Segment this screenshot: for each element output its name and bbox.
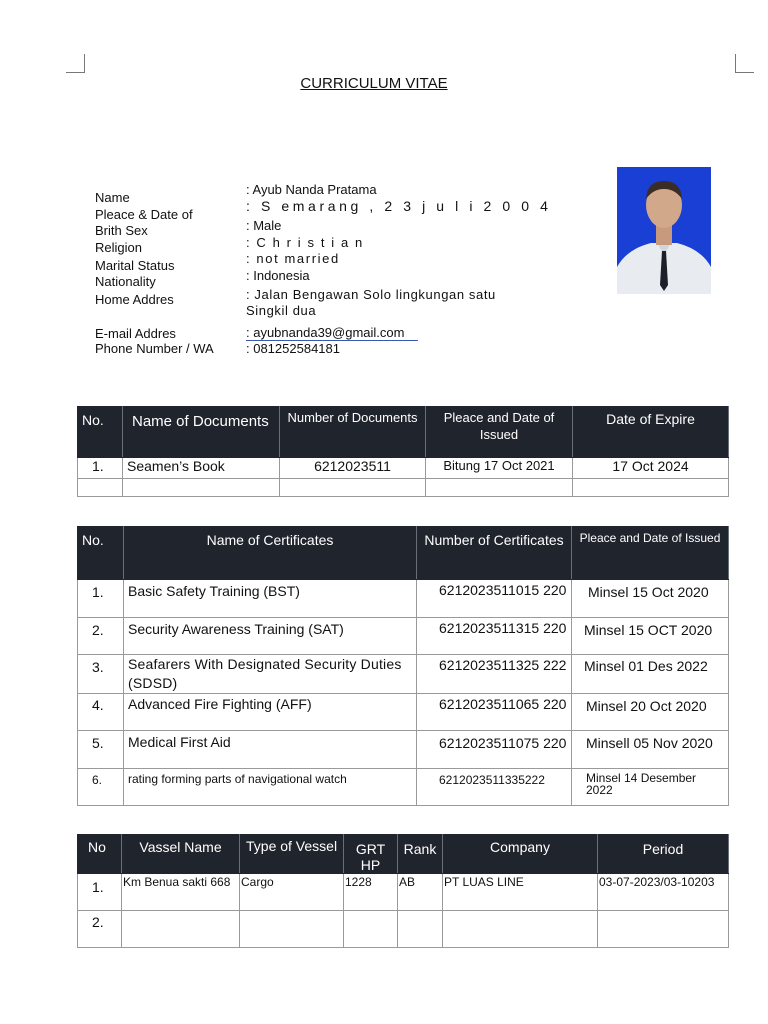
certificates-cell-number: 6212023511065 220 <box>417 694 572 731</box>
certificates-cell-no: 2. <box>78 618 124 655</box>
documents-cell-number <box>280 479 426 497</box>
documents-cell-name: Seamen’s Book <box>123 458 280 479</box>
documents-cell-expire: 17 Oct 2024 <box>573 458 729 479</box>
documents-cell-expire <box>573 479 729 497</box>
certificates-cell-no: 4. <box>78 694 124 731</box>
sex-value: : Male <box>246 218 282 233</box>
birth-label: Pleace & Date of <box>95 207 193 222</box>
certificates-cell-issued: Minsell 05 Nov 2020 <box>572 731 729 769</box>
sea-experience-header-grt-hp: GRT HP <box>344 835 398 874</box>
certificates-cell-issued: Minsel 14 Desember 2022 <box>572 769 729 806</box>
documents-cell-no <box>78 479 123 497</box>
certificates-cell-no: 5. <box>78 731 124 769</box>
certificates-cell-issued: Minsel 15 OCT 2020 <box>572 618 729 655</box>
religion-value: : C h r i s t i a n <box>246 235 364 250</box>
documents-header-number: Number of Documents <box>280 407 426 458</box>
page-corner-mark-top-right <box>735 54 754 73</box>
sea-experience-cell-vessel-type: Cargo <box>240 874 344 911</box>
certificates-row <box>78 694 729 731</box>
certificates-header-row <box>78 527 729 580</box>
sea-experience-cell-grt-hp: 1228 <box>344 874 398 911</box>
sea-experience-header-vessel-type: Type of Vessel <box>240 835 344 874</box>
documents-cell-number: 6212023511 <box>280 458 426 479</box>
address-value-line2: Singkil dua <box>246 303 317 318</box>
profile-photo <box>617 167 711 294</box>
certificates-row <box>78 655 729 694</box>
sea-experience-cell-vessel-name: Km Benua sakti 668 <box>122 874 240 911</box>
marital-status-value: : not married <box>246 251 340 266</box>
sex-label: Brith Sex <box>95 223 148 238</box>
sea-experience-header-rank: Rank <box>398 835 443 874</box>
sea-experience-table <box>77 834 729 948</box>
sea-experience-row <box>78 911 729 948</box>
certificates-header-issued: Pleace and Date of Issued <box>572 527 729 580</box>
sea-experience-header-vessel-name: Vassel Name <box>122 835 240 874</box>
certificates-table <box>77 526 729 806</box>
email-label: E-mail Addres <box>95 326 176 341</box>
certificates-row <box>78 580 729 618</box>
certificates-header-no: No. <box>78 527 124 580</box>
sea-experience-cell-company <box>443 911 598 948</box>
documents-cell-name <box>123 479 280 497</box>
certificates-header-name: Name of Certificates <box>124 527 417 580</box>
certificates-cell-number: 6212023511335222 <box>417 769 572 806</box>
sea-experience-header-no: No <box>78 835 122 874</box>
phone-label: Phone Number / WA <box>95 341 214 356</box>
marital-status-label: Marital Status <box>95 258 175 273</box>
documents-row <box>78 458 729 479</box>
certificates-cell-name: Seafarers With Designated Security Duties (SDSD) <box>124 655 417 694</box>
certificates-cell-issued: Minsel 01 Des 2022 <box>572 655 729 694</box>
documents-header-no: No. <box>78 407 123 458</box>
documents-row <box>78 479 729 497</box>
certificates-cell-number: 6212023511075 220 <box>417 731 572 769</box>
certificates-row <box>78 731 729 769</box>
certificates-row <box>78 618 729 655</box>
certificates-cell-issued: Minsel 20 Oct 2020 <box>572 694 729 731</box>
sea-experience-cell-period: 03-07-2023/03-10203 <box>598 874 729 911</box>
name-value: : Ayub Nanda Pratama <box>246 182 377 197</box>
documents-cell-issued: Bitung 17 Oct 2021 <box>426 458 573 479</box>
documents-table <box>77 406 729 497</box>
certificates-cell-issued: Minsel 15 Oct 2020 <box>572 580 729 618</box>
address-value-line1: : Jalan Bengawan Solo lingkungan satu <box>246 287 496 302</box>
certificates-cell-name: rating forming parts of navigational watch <box>124 769 417 806</box>
sea-experience-cell-vessel-name <box>122 911 240 948</box>
sea-experience-cell-rank: AB <box>398 874 443 911</box>
certificates-cell-no: 3. <box>78 655 124 694</box>
document-title: CURRICULUM VITAE <box>300 75 448 92</box>
certificates-cell-number: 6212023511325 222 <box>417 655 572 694</box>
sea-experience-row <box>78 874 729 911</box>
email-value[interactable] <box>246 325 418 341</box>
religion-label: Religion <box>95 240 142 255</box>
sea-experience-header-row <box>78 835 729 874</box>
phone-value: : 081252584181 <box>246 341 340 356</box>
documents-cell-no: 1. <box>78 458 123 479</box>
nationality-value: : Indonesia <box>246 268 310 283</box>
sea-experience-cell-period <box>598 911 729 948</box>
certificates-cell-name: Medical First Aid <box>124 731 417 769</box>
birth-value: : S emarang , 2 3 j u l i 2 0 0 4 <box>246 198 552 214</box>
certificates-row <box>78 769 729 806</box>
certificates-cell-no: 6. <box>78 769 124 806</box>
sea-experience-cell-vessel-type <box>240 911 344 948</box>
certificates-cell-number: 6212023511315 220 <box>417 618 572 655</box>
certificates-cell-number: 6212023511015 220 <box>417 580 572 618</box>
nationality-label: Nationality <box>95 274 156 289</box>
sea-experience-cell-no: 2. <box>78 911 122 948</box>
documents-header-issued: Pleace and Date of Issued <box>426 407 573 458</box>
email-value-text: : ayubnanda39@gmail.com <box>246 325 418 341</box>
certificates-cell-no: 1. <box>78 580 124 618</box>
certificates-cell-name: Basic Safety Training (BST) <box>124 580 417 618</box>
address-label: Home Addres <box>95 292 174 307</box>
documents-header-expire: Date of Expire <box>573 407 729 458</box>
sea-experience-cell-no: 1. <box>78 874 122 911</box>
name-label: Name <box>95 190 130 205</box>
sea-experience-cell-rank <box>398 911 443 948</box>
sea-experience-header-period: Period <box>598 835 729 874</box>
documents-header-name: Name of Documents <box>123 407 280 458</box>
documents-cell-issued <box>426 479 573 497</box>
sea-experience-cell-company: PT LUAS LINE <box>443 874 598 911</box>
certificates-header-number: Number of Certificates <box>417 527 572 580</box>
page-corner-mark-top-left <box>66 54 85 73</box>
sea-experience-cell-grt-hp <box>344 911 398 948</box>
certificates-cell-name: Advanced Fire Fighting (AFF) <box>124 694 417 731</box>
sea-experience-header-company: Company <box>443 835 598 874</box>
documents-header-row <box>78 407 729 458</box>
certificates-cell-name: Security Awareness Training (SAT) <box>124 618 417 655</box>
